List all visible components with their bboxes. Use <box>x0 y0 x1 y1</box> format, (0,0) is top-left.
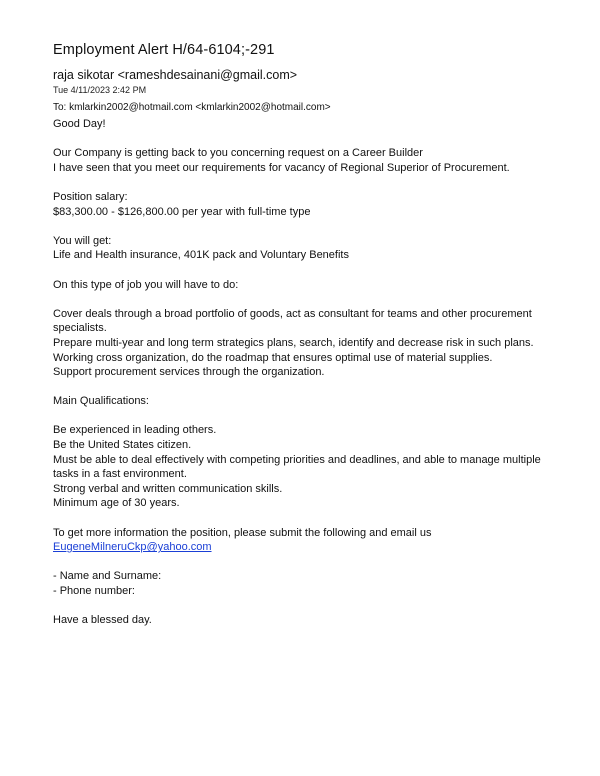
benefits-value: Life and Health insurance, 401K pack and Voluntary Benefits <box>53 249 349 262</box>
email-date: Tue 4/11/2023 2:42 PM <box>53 85 147 95</box>
salary-heading: Position salary: <box>53 190 128 203</box>
contact-email-link[interactable]: EugeneMilneruCkp@yahoo.com <box>53 541 212 554</box>
duties-list <box>53 307 553 380</box>
greeting: Good Day! <box>53 118 106 130</box>
duties-heading: On this type of job you will have to do: <box>53 278 239 291</box>
qualifications-heading: Main Qualifications: <box>53 395 149 408</box>
duty-item: Prepare multi-year and long term strategics plans, search, identify and decrease risk in such plans. <box>53 336 534 349</box>
benefits-heading: You will get: <box>53 234 112 247</box>
email-sender: raja sikotar <rameshdesainani@gmail.com> <box>53 68 298 82</box>
duty-item: Working cross organization, do the roadmap that ensures optimal use of material supplies. <box>53 351 493 364</box>
intro-paragraph <box>53 146 553 175</box>
email-subject: Employment Alert H/64-6104;-291 <box>53 42 275 58</box>
duty-item: Support procurement services through the organization. <box>53 366 325 379</box>
intro-line: I have seen that you meet our requirements for vacancy of Regional Superior of Procurement. <box>53 161 510 174</box>
requested-item: - Name and Surname: <box>53 570 162 583</box>
email-recipient: To: kmlarkin2002@hotmail.com <kmlarkin2002@hotmail.com> <box>53 102 331 113</box>
contact-paragraph <box>53 526 553 555</box>
qualification-item: Be the United States citizen. <box>53 439 192 452</box>
duty-item: Cover deals through a broad portfolio of goods, act as consultant for teams and other procurement specialists. <box>53 307 532 335</box>
qualification-item: Be experienced in leading others. <box>53 424 217 437</box>
closing: Have a blessed day. <box>53 614 152 627</box>
qualification-item: Strong verbal and written communication skills. <box>53 482 283 495</box>
qualification-item: Minimum age of 30 years. <box>53 497 180 510</box>
requested-item: - Phone number: <box>53 585 135 597</box>
benefits-paragraph <box>53 234 553 263</box>
requested-info-list <box>53 569 553 598</box>
intro-line: Our Company is getting back to you concerning request on a Career Builder <box>53 147 423 160</box>
email-body <box>53 117 553 628</box>
contact-text: To get more information the position, please submit the following and email us <box>53 526 432 539</box>
email-page <box>53 42 553 642</box>
qualifications-list <box>53 423 553 511</box>
salary-paragraph <box>53 190 553 219</box>
qualification-item: Must be able to deal effectively with competing priorities and deadlines, and able to manage multiple tasks in a fast environment. <box>53 453 541 481</box>
salary-value: $83,300.00 - $126,800.00 per year with full-time type <box>53 205 311 218</box>
